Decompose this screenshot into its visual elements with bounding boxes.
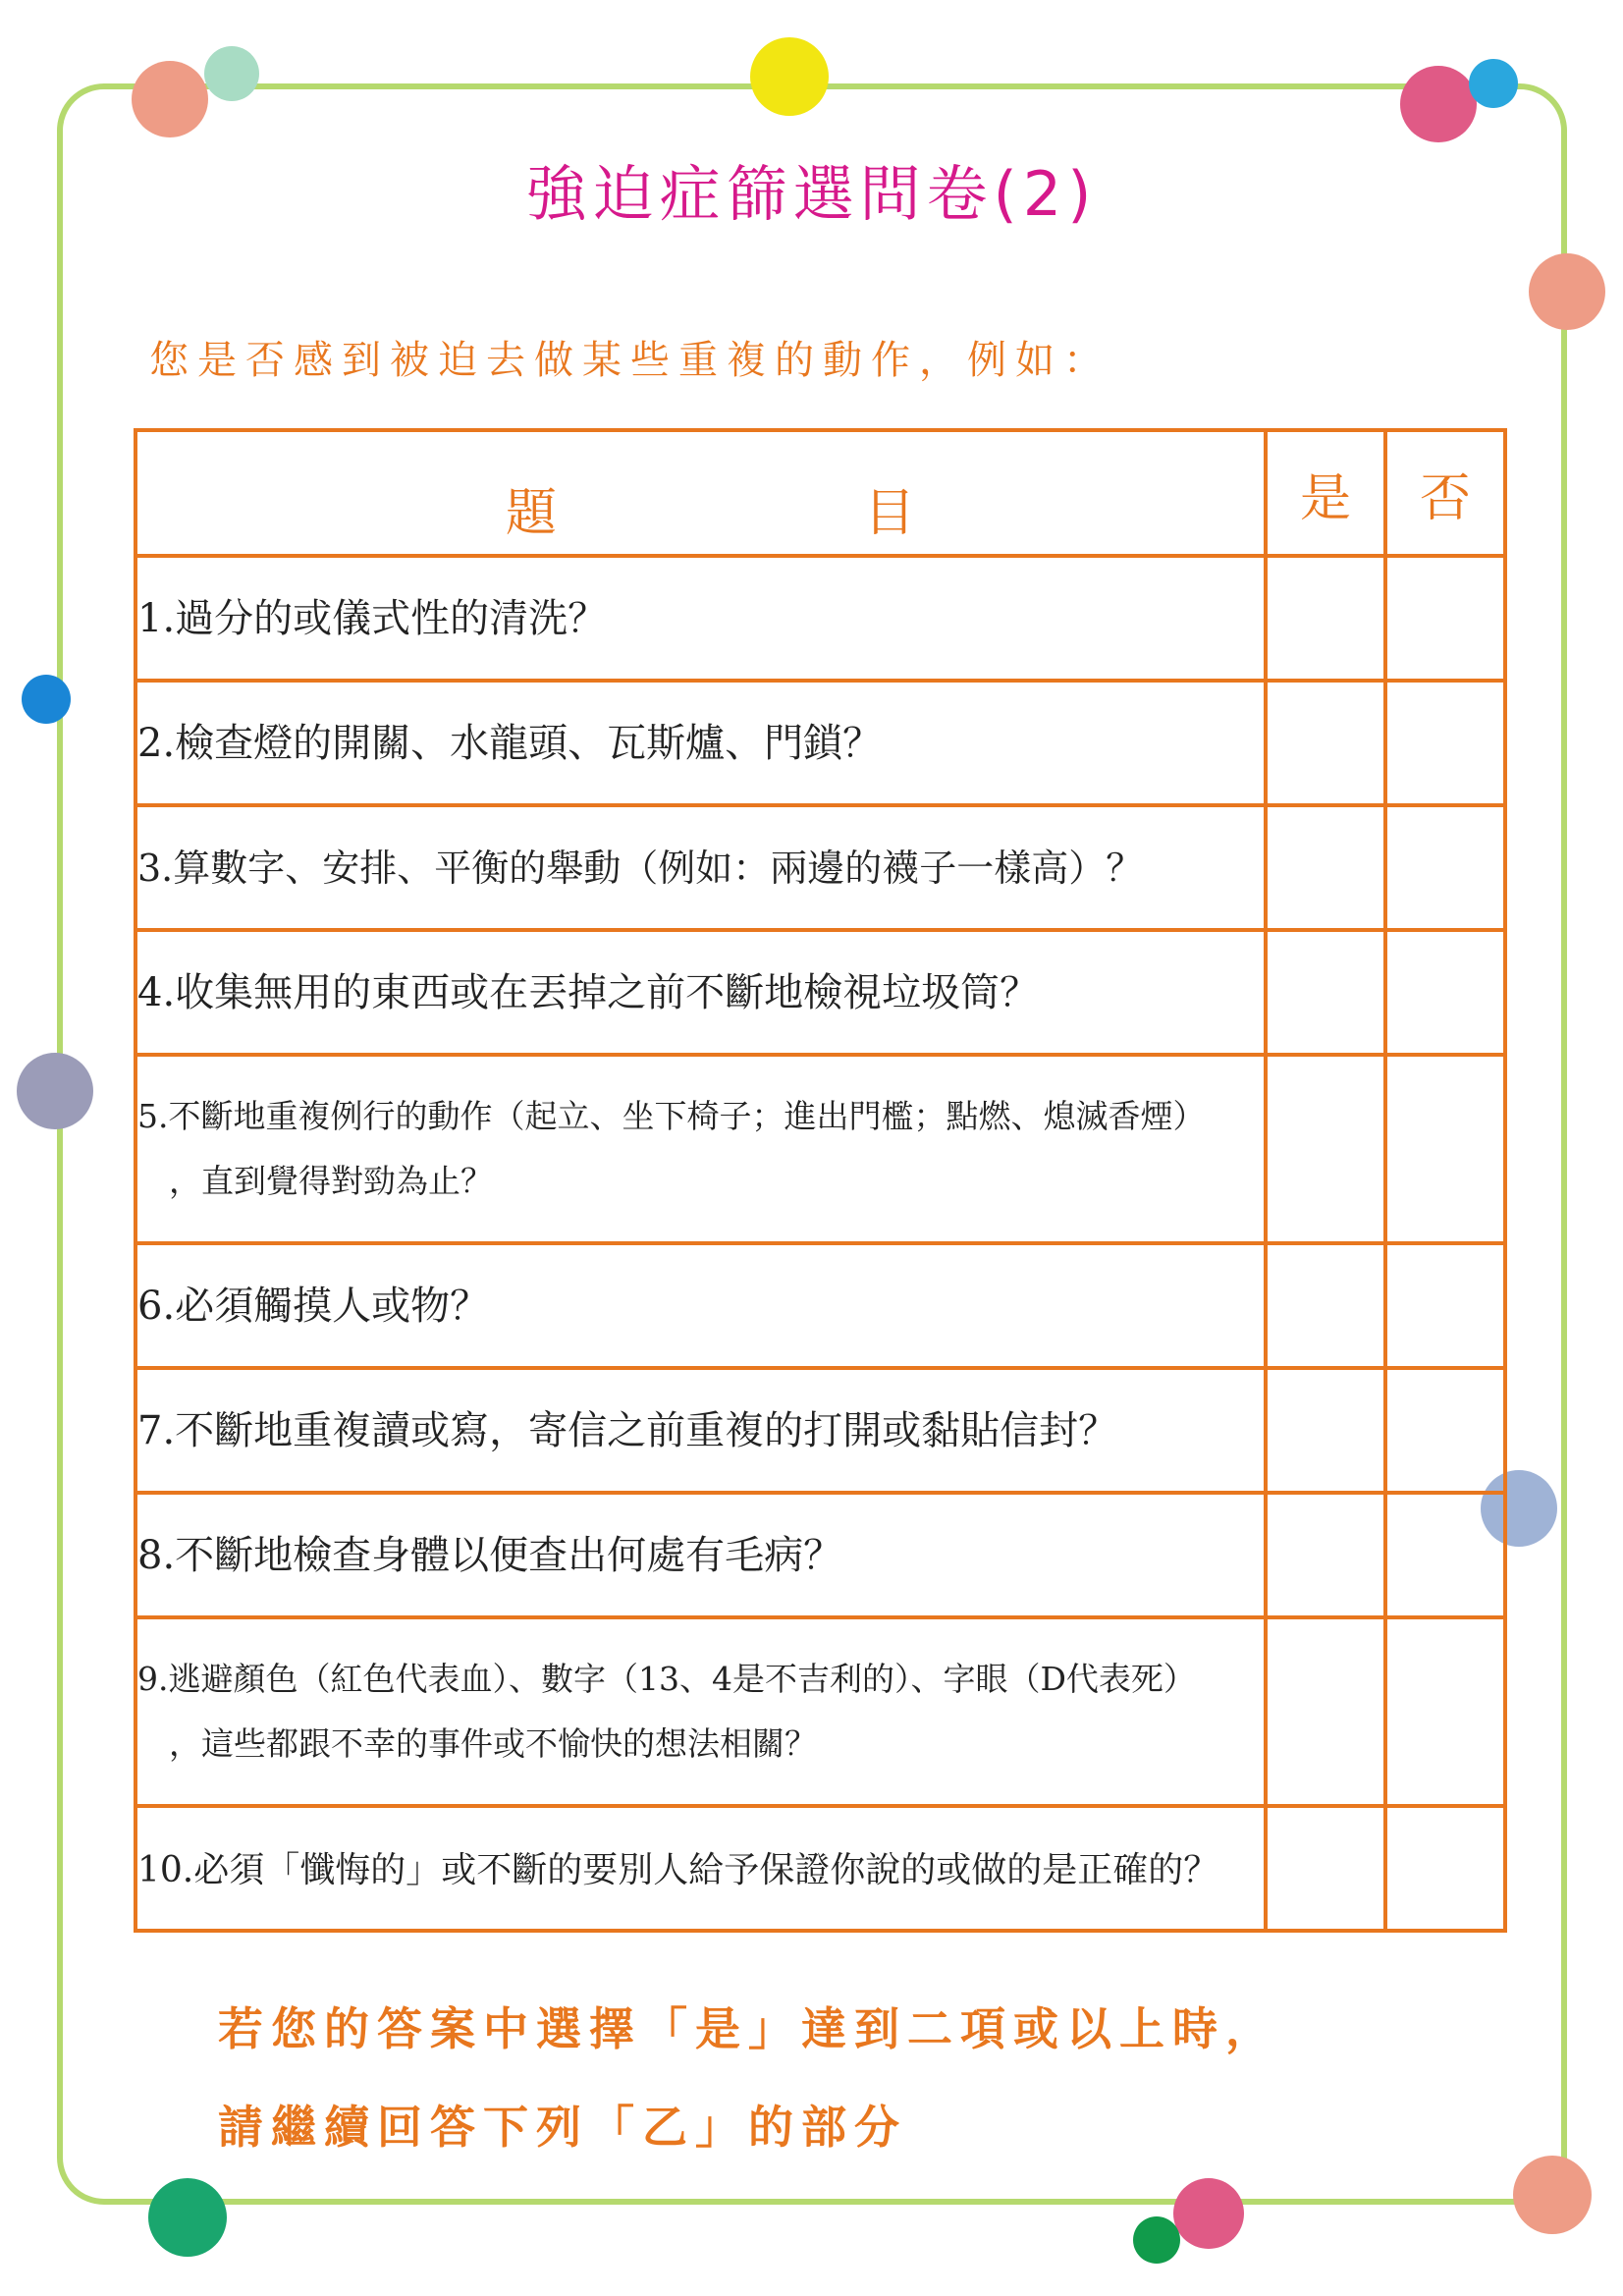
yes-checkbox-cell[interactable] xyxy=(1266,1055,1385,1243)
question-text: 7.不斷地重複讀或寫，寄信之前重複的打開或黏貼信封？ xyxy=(135,1368,1266,1493)
question-text: 9.逃避顏色（紅色代表血）、數字（13、4是不吉利的）、字眼（D代表死） ，這些都跟不幸的事件或不愉快的想法相關？ xyxy=(135,1617,1266,1806)
header-no: 否 xyxy=(1385,430,1505,556)
decorative-dot xyxy=(132,61,208,137)
question-text: 3.算數字、安排、平衡的舉動（例如：兩邊的襪子一樣高）？ xyxy=(135,805,1266,930)
table-row xyxy=(135,1368,1505,1493)
no-checkbox-cell[interactable] xyxy=(1385,1617,1505,1806)
table-header-row xyxy=(135,430,1505,556)
yes-checkbox-cell[interactable] xyxy=(1266,556,1385,681)
decorative-dot xyxy=(1513,2156,1592,2234)
table-row xyxy=(135,930,1505,1055)
question-text: 2.檢查燈的開關、水龍頭、瓦斯爐、門鎖？ xyxy=(135,681,1266,805)
decorative-dot xyxy=(750,37,829,116)
question-text: 10.必須「懺悔的」或不斷的要別人給予保證你說的或做的是正確的？ xyxy=(135,1806,1266,1931)
question-text: 4.收集無用的東西或在丟掉之前不斷地檢視垃圾筒？ xyxy=(135,930,1266,1055)
table-row xyxy=(135,1617,1505,1806)
no-checkbox-cell[interactable] xyxy=(1385,930,1505,1055)
question-text: 8.不斷地檢查身體以便查出何處有毛病？ xyxy=(135,1493,1266,1617)
yes-checkbox-cell[interactable] xyxy=(1266,1243,1385,1368)
header-topic-char-1: 題 xyxy=(506,484,558,543)
question-text: 5.不斷地重複例行的動作（起立、坐下椅子；進出門檻；點燃、熄滅香煙） ，直到覺得對勁為止？ xyxy=(135,1055,1266,1243)
decorative-dot xyxy=(204,46,259,101)
page-title: 強迫症篩選問卷(2) xyxy=(525,158,1098,230)
table-row xyxy=(135,805,1505,930)
yes-checkbox-cell[interactable] xyxy=(1266,1368,1385,1493)
no-checkbox-cell[interactable] xyxy=(1385,1243,1505,1368)
intro-text: 您是否感到被迫去做某些重複的動作，例如： xyxy=(149,338,1111,383)
yes-checkbox-cell[interactable] xyxy=(1266,805,1385,930)
table-row xyxy=(135,1243,1505,1368)
questionnaire-table xyxy=(134,428,1507,1933)
header-topic xyxy=(135,430,1266,556)
footer-instruction-line-1: 若您的答案中選擇「是」達到二項或以上時， xyxy=(218,2002,1278,2055)
no-checkbox-cell[interactable] xyxy=(1385,681,1505,805)
decorative-dot xyxy=(22,675,71,724)
table-row xyxy=(135,1806,1505,1931)
yes-checkbox-cell[interactable] xyxy=(1266,1806,1385,1931)
no-checkbox-cell[interactable] xyxy=(1385,805,1505,930)
yes-checkbox-cell[interactable] xyxy=(1266,681,1385,805)
decorative-dot xyxy=(1400,66,1477,142)
no-checkbox-cell[interactable] xyxy=(1385,556,1505,681)
yes-checkbox-cell[interactable] xyxy=(1266,1493,1385,1617)
decorative-dot xyxy=(1529,253,1605,330)
table-row xyxy=(135,1055,1505,1243)
decorative-dot xyxy=(1469,59,1518,108)
no-checkbox-cell[interactable] xyxy=(1385,1055,1505,1243)
no-checkbox-cell[interactable] xyxy=(1385,1806,1505,1931)
decorative-dot xyxy=(17,1053,93,1129)
table-row xyxy=(135,681,1505,805)
decorative-dot xyxy=(1173,2178,1244,2249)
footer-instruction-line-2: 請繼續回答下列「乙」的部分 xyxy=(218,2101,907,2154)
no-checkbox-cell[interactable] xyxy=(1385,1368,1505,1493)
decorative-dot xyxy=(148,2178,227,2257)
question-text: 6.必須觸摸人或物？ xyxy=(135,1243,1266,1368)
yes-checkbox-cell[interactable] xyxy=(1266,930,1385,1055)
header-topic-char-2: 目 xyxy=(864,484,916,543)
question-text: 1.過分的或儀式性的清洗？ xyxy=(135,556,1266,681)
header-yes: 是 xyxy=(1266,430,1385,556)
yes-checkbox-cell[interactable] xyxy=(1266,1617,1385,1806)
table-row xyxy=(135,1493,1505,1617)
decorative-dot xyxy=(1133,2216,1180,2264)
table-row xyxy=(135,556,1505,681)
no-checkbox-cell[interactable] xyxy=(1385,1493,1505,1617)
